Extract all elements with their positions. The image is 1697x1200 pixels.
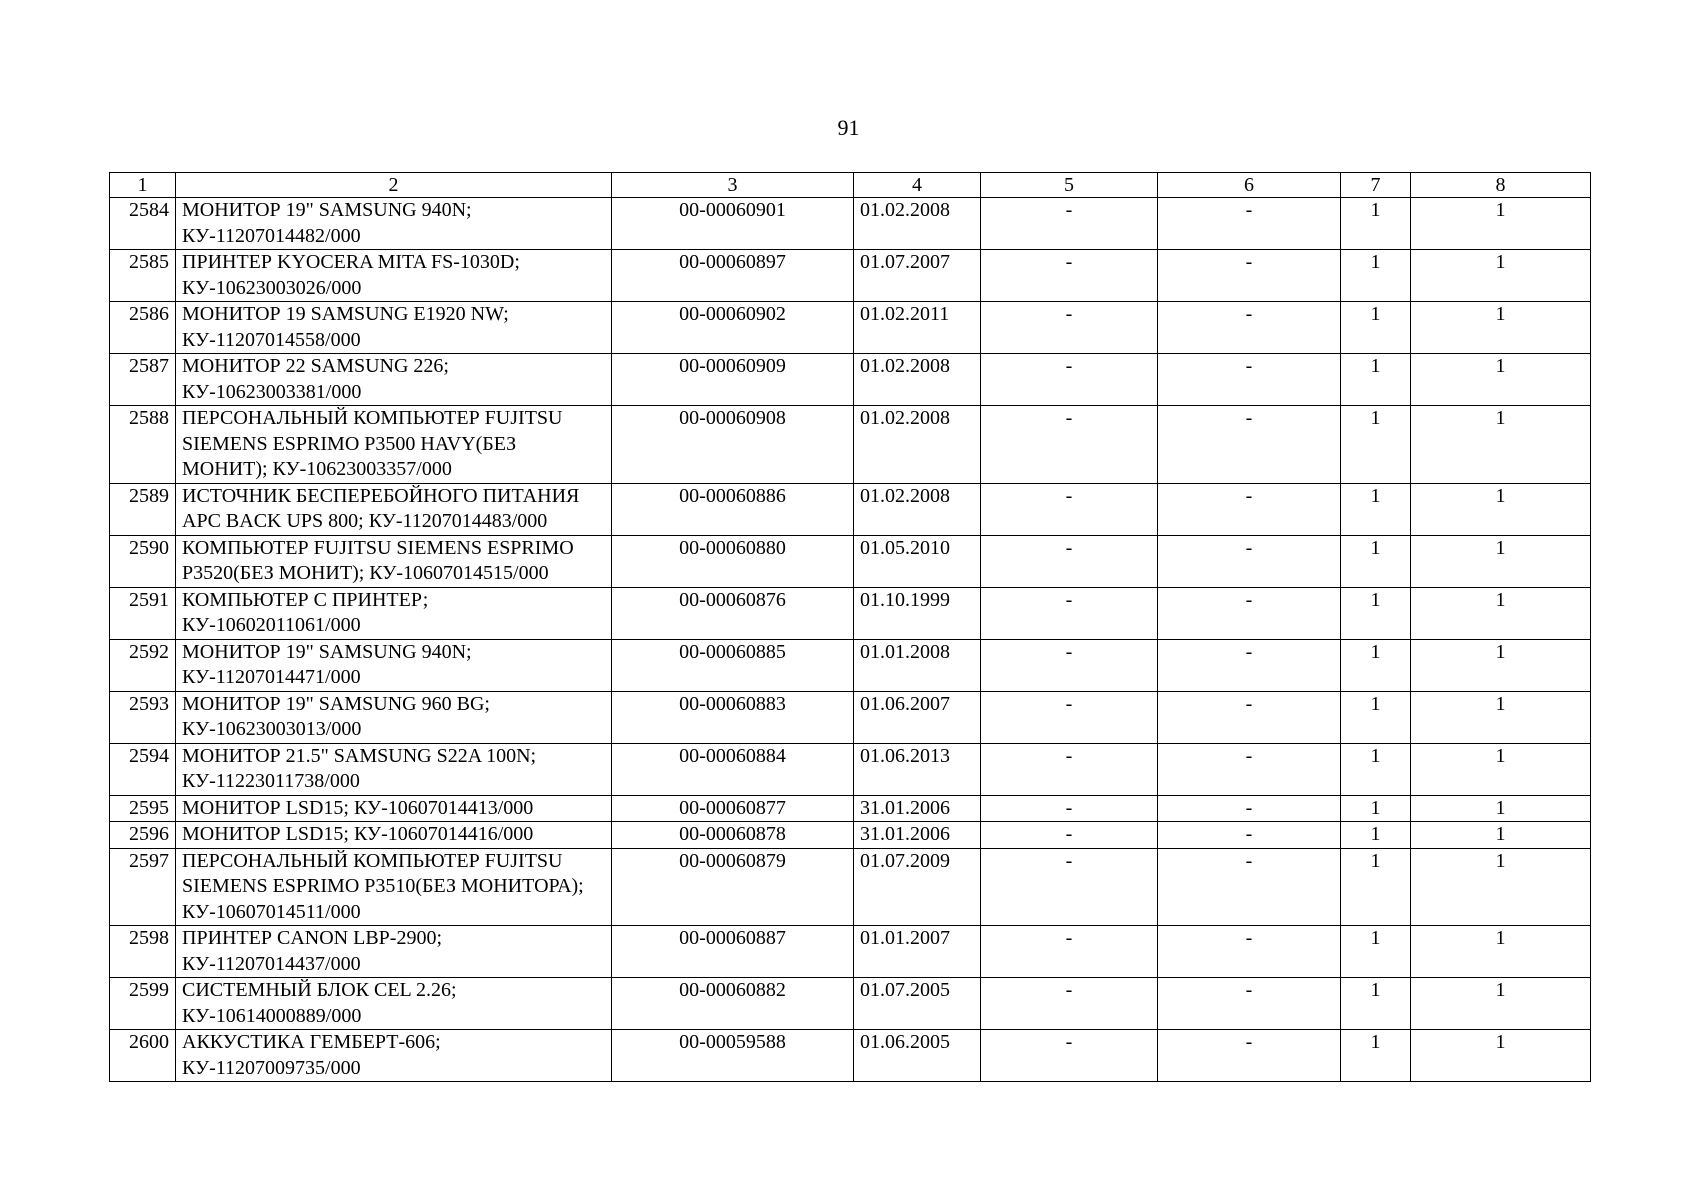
column-header: 2 [176, 173, 612, 198]
column-5-cell: - [981, 587, 1158, 639]
column-8-cell: 1 [1411, 587, 1591, 639]
row-number-cell: 2594 [110, 743, 176, 795]
inventory-code-cell: 00-00060887 [612, 926, 854, 978]
column-5-cell: - [981, 354, 1158, 406]
item-name-cell: СИСТЕМНЫЙ БЛОК CEL 2.26; КУ-10614000889/000 [176, 978, 612, 1030]
table-header [110, 173, 1591, 198]
column-5-cell: - [981, 822, 1158, 849]
column-8-cell: 1 [1411, 1030, 1591, 1082]
inventory-table [109, 172, 1591, 1082]
date-cell: 01.06.2007 [854, 691, 981, 743]
column-8-cell: 1 [1411, 639, 1591, 691]
item-name-cell: МОНИТОР 19" SAMSUNG 940N; КУ-11207014482/000 [176, 198, 612, 250]
inventory-code-cell: 00-00060876 [612, 587, 854, 639]
column-6-cell: - [1158, 639, 1341, 691]
item-name-cell: ПРИНТЕР KYOCERA MITA FS-1030D; КУ-10623003026/000 [176, 250, 612, 302]
column-6-cell: - [1158, 795, 1341, 822]
row-number-cell: 2585 [110, 250, 176, 302]
column-5-cell: - [981, 743, 1158, 795]
column-6-cell: - [1158, 587, 1341, 639]
column-6-cell: - [1158, 483, 1341, 535]
column-7-cell: 1 [1341, 848, 1411, 926]
table-body [110, 198, 1591, 1082]
row-number-cell: 2599 [110, 978, 176, 1030]
column-7-cell: 1 [1341, 302, 1411, 354]
column-5-cell: - [981, 926, 1158, 978]
item-name-cell: ПЕРСОНАЛЬНЫЙ КОМПЬЮТЕР FUJITSU SIEMENS ESPRIMO P3500 HAVY(БЕЗ МОНИТ); КУ-10623003357/000 [176, 406, 612, 484]
table-row [110, 926, 1591, 978]
column-header: 6 [1158, 173, 1341, 198]
column-5-cell: - [981, 795, 1158, 822]
column-7-cell: 1 [1341, 795, 1411, 822]
row-number-cell: 2598 [110, 926, 176, 978]
item-name-cell: ПЕРСОНАЛЬНЫЙ КОМПЬЮТЕР FUJITSU SIEMENS ESPRIMO P3510(БЕЗ МОНИТОРА); КУ-10607014511/000 [176, 848, 612, 926]
page-number: 91 [837, 115, 860, 140]
table-row [110, 639, 1591, 691]
column-5-cell: - [981, 691, 1158, 743]
column-6-cell: - [1158, 978, 1341, 1030]
row-number-cell: 2586 [110, 302, 176, 354]
item-name-cell: МОНИТОР 19 SAMSUNG E1920 NW; КУ-11207014558/000 [176, 302, 612, 354]
table-row [110, 483, 1591, 535]
column-header: 3 [612, 173, 854, 198]
date-cell: 01.02.2008 [854, 354, 981, 406]
column-6-cell: - [1158, 354, 1341, 406]
column-5-cell: - [981, 639, 1158, 691]
table-row [110, 535, 1591, 587]
column-6-cell: - [1158, 535, 1341, 587]
date-cell: 01.07.2007 [854, 250, 981, 302]
item-name-cell: ПРИНТЕР CANON LBP-2900; КУ-11207014437/000 [176, 926, 612, 978]
column-header: 4 [854, 173, 981, 198]
item-name-cell: КОМПЬЮТЕР С ПРИНТЕР; КУ-10602011061/000 [176, 587, 612, 639]
item-name-cell: МОНИТОР 19" SAMSUNG 960 BG; КУ-10623003013/000 [176, 691, 612, 743]
column-8-cell: 1 [1411, 354, 1591, 406]
column-7-cell: 1 [1341, 691, 1411, 743]
column-header: 7 [1341, 173, 1411, 198]
column-7-cell: 1 [1341, 587, 1411, 639]
column-8-cell: 1 [1411, 743, 1591, 795]
column-header: 1 [110, 173, 176, 198]
table-row [110, 587, 1591, 639]
column-header: 8 [1411, 173, 1591, 198]
column-7-cell: 1 [1341, 978, 1411, 1030]
inventory-code-cell: 00-00060880 [612, 535, 854, 587]
column-7-cell: 1 [1341, 250, 1411, 302]
inventory-code-cell: 00-00060885 [612, 639, 854, 691]
column-7-cell: 1 [1341, 926, 1411, 978]
column-6-cell: - [1158, 302, 1341, 354]
row-number-cell: 2600 [110, 1030, 176, 1082]
column-6-cell: - [1158, 250, 1341, 302]
date-cell: 01.06.2013 [854, 743, 981, 795]
inventory-code-cell: 00-00060909 [612, 354, 854, 406]
date-cell: 01.01.2007 [854, 926, 981, 978]
inventory-code-cell: 00-00060878 [612, 822, 854, 849]
column-5-cell: - [981, 250, 1158, 302]
table-row [110, 1030, 1591, 1082]
column-5-cell: - [981, 198, 1158, 250]
column-6-cell: - [1158, 822, 1341, 849]
table-row [110, 302, 1591, 354]
column-7-cell: 1 [1341, 354, 1411, 406]
table-row [110, 822, 1591, 849]
column-number-row [110, 173, 1591, 198]
date-cell: 01.05.2010 [854, 535, 981, 587]
column-8-cell: 1 [1411, 926, 1591, 978]
column-8-cell: 1 [1411, 848, 1591, 926]
date-cell: 01.02.2008 [854, 406, 981, 484]
column-7-cell: 1 [1341, 535, 1411, 587]
row-number-cell: 2595 [110, 795, 176, 822]
inventory-code-cell: 00-00060879 [612, 848, 854, 926]
item-name-cell: МОНИТОР LSD15; КУ-10607014416/000 [176, 822, 612, 849]
row-number-cell: 2587 [110, 354, 176, 406]
inventory-code-cell: 00-00059588 [612, 1030, 854, 1082]
column-6-cell: - [1158, 1030, 1341, 1082]
inventory-code-cell: 00-00060886 [612, 483, 854, 535]
row-number-cell: 2591 [110, 587, 176, 639]
table-row [110, 691, 1591, 743]
row-number-cell: 2590 [110, 535, 176, 587]
date-cell: 01.02.2008 [854, 198, 981, 250]
column-7-cell: 1 [1341, 483, 1411, 535]
inventory-code-cell: 00-00060902 [612, 302, 854, 354]
item-name-cell: МОНИТОР LSD15; КУ-10607014413/000 [176, 795, 612, 822]
item-name-cell: МОНИТОР 22 SAMSUNG 226; КУ-10623003381/000 [176, 354, 612, 406]
column-8-cell: 1 [1411, 406, 1591, 484]
inventory-code-cell: 00-00060877 [612, 795, 854, 822]
column-8-cell: 1 [1411, 795, 1591, 822]
row-number-cell: 2592 [110, 639, 176, 691]
table-row [110, 250, 1591, 302]
row-number-cell: 2596 [110, 822, 176, 849]
column-7-cell: 1 [1341, 198, 1411, 250]
column-5-cell: - [981, 535, 1158, 587]
table-row [110, 198, 1591, 250]
column-7-cell: 1 [1341, 822, 1411, 849]
column-8-cell: 1 [1411, 483, 1591, 535]
item-name-cell: ИСТОЧНИК БЕСПЕРЕБОЙНОГО ПИТАНИЯ APC BACK UPS 800; КУ-11207014483/000 [176, 483, 612, 535]
table-row [110, 795, 1591, 822]
item-name-cell: КОМПЬЮТЕР FUJITSU SIEMENS ESPRIMO P3520(БЕЗ МОНИТ); КУ-10607014515/000 [176, 535, 612, 587]
item-name-cell: МОНИТОР 19" SAMSUNG 940N; КУ-11207014471/000 [176, 639, 612, 691]
inventory-code-cell: 00-00060882 [612, 978, 854, 1030]
inventory-code-cell: 00-00060884 [612, 743, 854, 795]
date-cell: 01.10.1999 [854, 587, 981, 639]
date-cell: 01.01.2008 [854, 639, 981, 691]
column-header: 5 [981, 173, 1158, 198]
row-number-cell: 2589 [110, 483, 176, 535]
column-5-cell: - [981, 302, 1158, 354]
inventory-code-cell: 00-00060901 [612, 198, 854, 250]
date-cell: 01.07.2009 [854, 848, 981, 926]
inventory-code-cell: 00-00060908 [612, 406, 854, 484]
column-7-cell: 1 [1341, 406, 1411, 484]
row-number-cell: 2588 [110, 406, 176, 484]
date-cell: 01.02.2008 [854, 483, 981, 535]
column-6-cell: - [1158, 691, 1341, 743]
column-6-cell: - [1158, 848, 1341, 926]
column-7-cell: 1 [1341, 639, 1411, 691]
row-number-cell: 2597 [110, 848, 176, 926]
column-8-cell: 1 [1411, 198, 1591, 250]
table-row [110, 848, 1591, 926]
column-6-cell: - [1158, 198, 1341, 250]
column-7-cell: 1 [1341, 1030, 1411, 1082]
column-5-cell: - [981, 483, 1158, 535]
table-row [110, 743, 1591, 795]
date-cell: 01.02.2011 [854, 302, 981, 354]
item-name-cell: МОНИТОР 21.5" SAMSUNG S22A 100N; КУ-11223011738/000 [176, 743, 612, 795]
column-5-cell: - [981, 978, 1158, 1030]
column-8-cell: 1 [1411, 250, 1591, 302]
column-8-cell: 1 [1411, 822, 1591, 849]
inventory-code-cell: 00-00060897 [612, 250, 854, 302]
column-5-cell: - [981, 1030, 1158, 1082]
table-row [110, 406, 1591, 484]
date-cell: 01.06.2005 [854, 1030, 981, 1082]
column-7-cell: 1 [1341, 743, 1411, 795]
date-cell: 31.01.2006 [854, 822, 981, 849]
column-6-cell: - [1158, 926, 1341, 978]
item-name-cell: АККУСТИКА ГЕМБЕРТ-606; КУ-11207009735/000 [176, 1030, 612, 1082]
table-row [110, 354, 1591, 406]
column-8-cell: 1 [1411, 978, 1591, 1030]
row-number-cell: 2584 [110, 198, 176, 250]
column-5-cell: - [981, 848, 1158, 926]
table-row [110, 978, 1591, 1030]
column-8-cell: 1 [1411, 302, 1591, 354]
column-8-cell: 1 [1411, 691, 1591, 743]
column-6-cell: - [1158, 406, 1341, 484]
date-cell: 31.01.2006 [854, 795, 981, 822]
row-number-cell: 2593 [110, 691, 176, 743]
date-cell: 01.07.2005 [854, 978, 981, 1030]
column-5-cell: - [981, 406, 1158, 484]
column-6-cell: - [1158, 743, 1341, 795]
inventory-code-cell: 00-00060883 [612, 691, 854, 743]
column-8-cell: 1 [1411, 535, 1591, 587]
